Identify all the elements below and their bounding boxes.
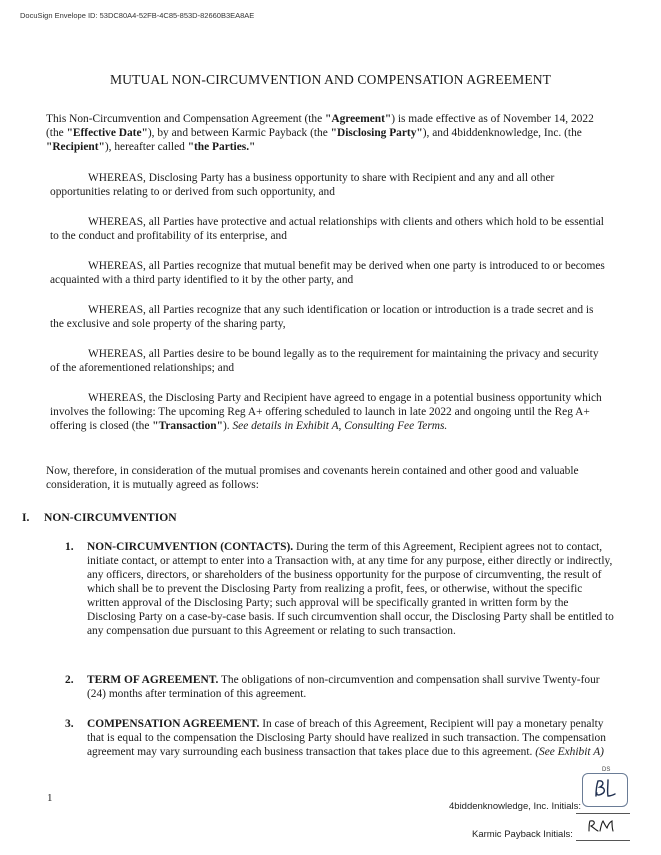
docusign-initials-box[interactable] (582, 767, 628, 807)
recipient-initials-label: 4biddenknowledge, Inc. Initials: (449, 801, 582, 812)
clause-item (65, 540, 615, 638)
whereas-paragraph: WHEREAS, all Parties recognize that mutual benefit may be derived when one party is introduced to or becomes acquainted with a third party identified to it by the other party, and (50, 260, 605, 286)
ds-label: DS (602, 767, 611, 773)
section-heading (22, 511, 177, 524)
docusign-envelope-id: DocuSign Envelope ID: 53DC80A4-52FB-4C85-853D-82660B3EA8AE (20, 11, 255, 20)
clause-number: 1. (65, 541, 74, 553)
disclosing-initials-line (576, 840, 630, 841)
whereas-paragraph: WHEREAS, all Parties have protective and actual relationships with clients and others which hold to be essential to the conduct and profitability of its enterprise, and (50, 216, 604, 242)
clause-heading: NON-CIRCUMVENTION (CONTACTS). (87, 541, 294, 553)
clause-number: 2. (65, 674, 74, 686)
clause-text: The obligations of non-circumvention and compensation shall survive Twenty-four (24) months after termination of this agreement. (87, 674, 600, 700)
clause-heading: COMPENSATION AGREEMENT. (87, 718, 260, 730)
clause-exhibit-reference: (See Exhibit A) (535, 746, 604, 758)
clause-number: 3. (65, 718, 74, 730)
clause-text: During the term of this Agreement, Recipient agrees not to contact, initiate contact, or attempt to enter into a Transaction with, at any time for any purpose, either directly or indirectly, any officers, directors, or shareholders of the business opportunity for the purpose of circumventing, the result of which shall be to prevent the Disclosing Party from realizing a profit, fees, or otherwise, without the specific written approval of the Disclosing Party; such approval will be specifically granted in written form by the Disclosing Party on a case-by-case basis. If such circumvention shall occur, the Disclosing Party shall be entitled to any compensation due pursuant to this Agreement or relating to such transaction. (87, 541, 614, 637)
section-title: NON-CIRCUMVENTION (44, 511, 177, 524)
recipient-initials-signature (583, 774, 627, 806)
disclosing-initials-label: Karmic Payback Initials: (472, 829, 573, 840)
disclosing-initials-signature (586, 818, 616, 834)
clause-text: In case of breach of this Agreement, Recipient will pay a monetary penalty that is equal to the compensation the Disclosing Party should have realized in such transaction. The compensation agreement may vary surrounding each business transaction that takes place due to this agreement. (87, 718, 606, 758)
whereas-paragraph: WHEREAS, all Parties desire to be bound legally as to the requirement for maintaining the privacy and security of the aforementioned relationships; and (50, 348, 599, 374)
now-therefore-paragraph: Now, therefore, in consideration of the mutual promises and covenants herein contained and other good and valuable consideration, it is mutually agreed as follows: (46, 465, 579, 491)
clause-item (65, 673, 615, 701)
page-number: 1 (47, 792, 53, 804)
whereas-paragraph: WHEREAS, Disclosing Party has a business opportunity to share with Recipient and any and all other opportunities relating to or derived from such opportunity, and (50, 172, 555, 198)
clause-item (65, 717, 615, 759)
whereas-transaction-paragraph: WHEREAS, the Disclosing Party and Recipient have agreed to engage in a potential business opportunity which involves the following: The upcoming Reg A+ offering scheduled to launch in late 2022 and ongoing until the Reg A+ offering is closed (the "Transaction"). See details in Exhibit A, Consulting Fee Terms. (50, 392, 602, 432)
clause-heading: TERM OF AGREEMENT. (87, 674, 219, 686)
section-number: I. (22, 511, 30, 524)
whereas-paragraph: WHEREAS, all Parties recognize that any such identification or location or introduction is a trade secret and is the exclusive and sole property of the sharing party, (50, 304, 594, 330)
document-title: MUTUAL NON-CIRCUMVENTION AND COMPENSATION AGREEMENT (109, 72, 552, 87)
intro-paragraph: This Non-Circumvention and Compensation Agreement (the "Agreement") is made effective as of November 14, 2022 (the "Effective Date"), by and between Karmic Payback (the "Disclosing Party"), and 4biddenknowledge, Inc. (the "Recipient"), hereafter called "the Parties." (46, 113, 594, 153)
recipient-initials-line (576, 813, 630, 814)
